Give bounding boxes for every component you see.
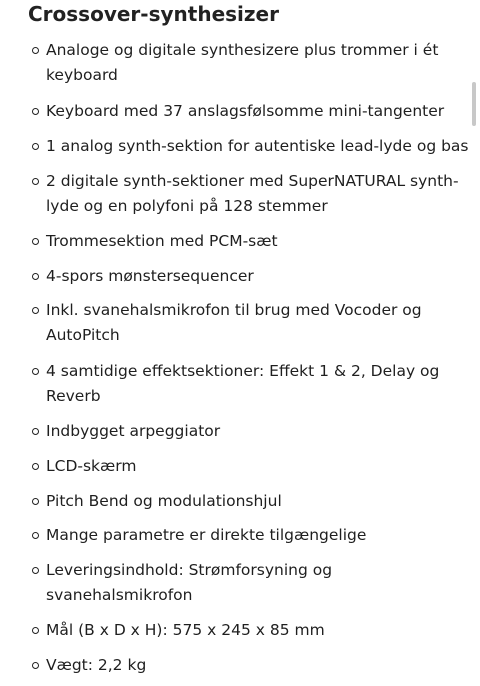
list-item <box>46 653 466 678</box>
scrollbar-thumb[interactable] <box>472 82 476 126</box>
list-item-text: Keyboard med 37 anslagsfølsomme mini-tangenter <box>46 102 445 120</box>
list-item <box>46 264 466 289</box>
list-item-text: svanehalsmikrofon <box>46 586 193 604</box>
list-item-text: Mål (B x D x H): 575 x 245 x 85 mm <box>46 621 325 639</box>
list-item-text: Inkl. svanehalsmikrofon til brug med Vocoder og <box>46 301 422 319</box>
list-item <box>46 134 469 159</box>
list-item-text: 2 digitale synth-sektioner med SuperNATURAL synth- <box>46 172 459 190</box>
bullet-icon <box>32 498 39 505</box>
list-item <box>46 99 466 124</box>
bullet-icon <box>32 178 39 185</box>
bullet-icon <box>32 627 39 634</box>
list-item-text: keyboard <box>46 66 118 84</box>
list-item <box>46 169 466 219</box>
list-item-text: Leveringsindhold: Strømforsyning og <box>46 561 333 579</box>
list-item <box>46 558 466 608</box>
list-item <box>46 523 466 548</box>
bullet-icon <box>32 532 39 539</box>
list-item-text: Analoge og digitale synthesizere plus trommer i ét <box>46 41 439 59</box>
list-item-text: 4 samtidige effektsektioner: Effekt 1 & 2, Delay og <box>46 362 440 380</box>
bullet-icon <box>32 567 39 574</box>
bullet-icon <box>32 368 39 375</box>
list-item <box>46 419 466 444</box>
list-item <box>46 38 466 88</box>
list-item-text: Vægt: 2,2 kg <box>46 656 147 674</box>
list-item <box>46 454 466 479</box>
list-item <box>46 359 466 409</box>
list-item <box>46 489 466 514</box>
list-item <box>46 298 466 348</box>
list-item <box>46 229 466 254</box>
bullet-icon <box>32 307 39 314</box>
list-item-text: 1 analog synth-sektion for autentiske lead-lyde og bas <box>46 137 469 155</box>
list-item-text: 4-spors mønstersequencer <box>46 267 254 285</box>
list-item-text: Trommesektion med PCM-sæt <box>46 232 278 250</box>
bullet-icon <box>32 463 39 470</box>
list-item-text: lyde og en polyfoni på 128 stemmer <box>46 197 328 215</box>
list-item <box>46 618 466 643</box>
section-title: Crossover-synthesizer <box>28 2 279 26</box>
bullet-icon <box>32 238 39 245</box>
bullet-icon <box>32 143 39 150</box>
bullet-icon <box>32 273 39 280</box>
list-item-text: Reverb <box>46 387 101 405</box>
list-item-text: AutoPitch <box>46 326 120 344</box>
bullet-icon <box>32 108 39 115</box>
bullet-icon <box>32 428 39 435</box>
list-item-text: Mange parametre er direkte tilgængelige <box>46 526 367 544</box>
bullet-icon <box>32 47 39 54</box>
list-item-text: Pitch Bend og modulationshjul <box>46 492 282 510</box>
bullet-icon <box>32 662 39 669</box>
list-item-text: Indbygget arpeggiator <box>46 422 221 440</box>
list-item-text: LCD-skærm <box>46 457 137 475</box>
